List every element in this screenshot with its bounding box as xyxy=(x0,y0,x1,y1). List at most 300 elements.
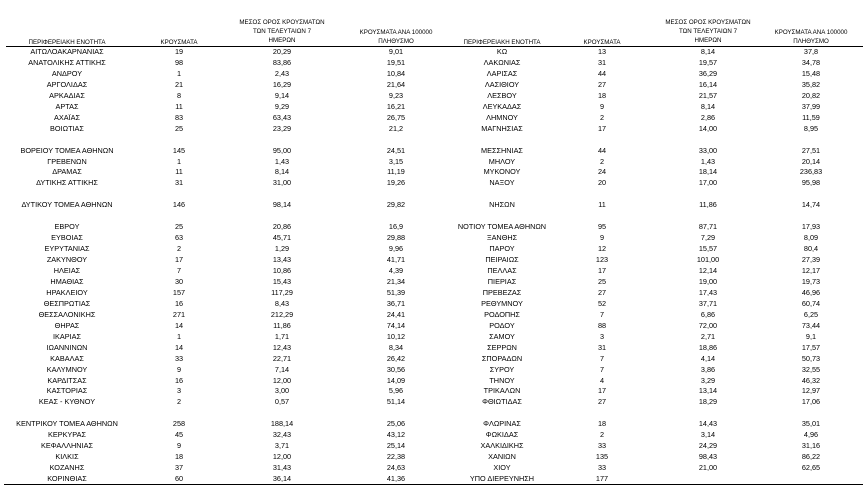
cell-cases: 177 xyxy=(595,474,609,484)
cell-per100k: 21,2 xyxy=(388,123,404,133)
cell-per100k: 30,56 xyxy=(386,364,406,374)
cell-avg: 18,86 xyxy=(698,342,718,352)
cell-cases: 13 xyxy=(597,47,607,56)
cell-per100k: 41,71 xyxy=(386,255,406,265)
cell-per100k: 35,01 xyxy=(801,419,821,429)
cell-avg: 13,43 xyxy=(272,255,292,265)
cell-avg: 18,29 xyxy=(698,397,718,407)
cell-region: ΠΕΛΛΑΣ xyxy=(487,266,517,275)
cell-avg: 87,71 xyxy=(698,222,718,232)
cell-avg: 8,14 xyxy=(274,167,290,177)
cell-avg: 1,29 xyxy=(274,244,290,254)
cell-region: ΚΟΡΙΝΘΙΑΣ xyxy=(47,474,87,484)
cell-avg: 31,00 xyxy=(272,178,292,188)
cell-avg: 4,14 xyxy=(700,353,716,363)
cell-region: ΘΗΡΑΣ xyxy=(54,320,80,330)
cell-cases: 1 xyxy=(176,156,182,166)
cell-avg: 31,43 xyxy=(272,463,292,473)
cell-cases: 95 xyxy=(597,222,607,232)
cell-cases: 4 xyxy=(599,375,605,385)
cell-per100k: 29,88 xyxy=(386,233,406,243)
cell-per100k: 5,96 xyxy=(388,386,404,396)
cell-avg: 8,14 xyxy=(700,101,716,111)
cell-region: ΗΛΕΙΑΣ xyxy=(53,266,81,275)
cell-per100k: 74,14 xyxy=(386,320,406,330)
cell-cases: 31 xyxy=(597,342,607,352)
cell-per100k: 9,96 xyxy=(388,244,404,254)
cell-region: ΚΟΖΑΝΗΣ xyxy=(49,463,85,473)
cell-avg: 98,14 xyxy=(272,200,292,210)
cell-per100k: 25,14 xyxy=(386,441,406,451)
cell-region: ΑΡΤΑΣ xyxy=(55,101,79,111)
cell-per100k: 21,34 xyxy=(386,276,406,286)
cell-avg: 3,00 xyxy=(274,386,290,396)
cell-avg: 45,71 xyxy=(272,233,292,243)
bottom-rule xyxy=(4,484,863,485)
cell-per100k: 10,84 xyxy=(386,68,406,78)
cell-region: ΚΙΛΚΙΣ xyxy=(55,452,79,462)
cell-cases: 18 xyxy=(597,90,607,100)
cell-cases: 45 xyxy=(174,430,184,440)
cell-avg: 212,29 xyxy=(270,309,294,319)
cell-avg: 95,00 xyxy=(272,145,292,155)
cell-cases: 2 xyxy=(599,430,605,440)
cell-cases: 2 xyxy=(599,112,605,122)
cell-region: ΝΗΣΩΝ xyxy=(489,200,515,210)
cell-avg: 63,43 xyxy=(272,112,292,122)
cell-avg: 117,29 xyxy=(271,287,293,297)
cell-region: ΧΑΛΚΙΔΙΚΗΣ xyxy=(480,441,524,451)
cell-avg: 3,71 xyxy=(274,441,290,451)
cell-cases: 123 xyxy=(595,255,609,265)
cell-region: ΜΗΛΟΥ xyxy=(488,156,516,166)
cell-cases: 33 xyxy=(174,353,184,363)
cell-avg: 12,14 xyxy=(698,266,718,275)
header-avg-line3: ΗΜΕΡΩΝ xyxy=(694,37,722,44)
cell-cases: 145 xyxy=(172,145,186,155)
cell-avg: 15,43 xyxy=(272,276,292,286)
cell-region: ΚΕΡΚΥΡΑΣ xyxy=(47,430,87,440)
cell-avg: 20,29 xyxy=(272,47,292,56)
cell-per100k: 50,73 xyxy=(801,353,821,363)
cell-per100k: 21,64 xyxy=(386,79,406,89)
cell-region: ΑΧΑΪΑΣ xyxy=(53,112,80,122)
cell-avg: 11,86 xyxy=(273,320,291,330)
cell-avg: 2,43 xyxy=(274,68,290,78)
cell-region: ΛΗΜΝΟΥ xyxy=(486,112,518,122)
cell-avg: 1,43 xyxy=(700,156,716,166)
cell-cases: 31 xyxy=(597,57,607,67)
cell-region: ΑΝΑΤΟΛΙΚΗΣ ΑΤΤΙΚΗΣ xyxy=(28,57,106,67)
cell-per100k: 17,93 xyxy=(801,222,821,232)
cell-cases: 7 xyxy=(599,364,605,374)
cell-cases: 9 xyxy=(599,101,605,111)
cell-region: ΗΡΑΚΛΕΙΟΥ xyxy=(46,287,88,297)
cell-region: ΖΑΚΥΝΘΟΥ xyxy=(46,255,88,265)
cell-per100k: 46,32 xyxy=(801,375,821,385)
cell-region: ΝΑΞΟΥ xyxy=(489,178,515,188)
cell-cases: 33 xyxy=(597,463,607,473)
cell-region: ΗΜΑΘΙΑΣ xyxy=(50,276,84,286)
cell-cases: 157 xyxy=(172,287,186,297)
cell-region: ΚΑΣΤΟΡΙΑΣ xyxy=(46,386,88,396)
header-cases: ΚΡΟΥΣΜΑΤΑ xyxy=(583,39,621,46)
cell-region: ΛΑΚΩΝΙΑΣ xyxy=(483,57,521,67)
cell-avg: 19,00 xyxy=(698,276,718,286)
cell-region: ΚΑΒΑΛΑΣ xyxy=(50,353,84,363)
cell-region: ΓΡΕΒΕΝΩΝ xyxy=(47,156,87,166)
cell-per100k: 24,41 xyxy=(386,309,406,319)
cell-avg: 72,00 xyxy=(698,320,718,330)
cell-region: ΡΕΘΥΜΝΟΥ xyxy=(481,298,523,308)
cell-avg: 17,43 xyxy=(698,287,718,297)
cell-region: ΑΡΚΑΔΙΑΣ xyxy=(49,90,85,100)
cell-cases: 2 xyxy=(176,244,182,254)
cell-region: ΙΚΑΡΙΑΣ xyxy=(52,331,82,341)
cell-region: ΧΑΝΙΩΝ xyxy=(488,452,516,462)
cell-region: ΦΛΩΡΙΝΑΣ xyxy=(483,419,521,429)
cell-cases: 9 xyxy=(176,441,182,451)
cell-avg: 13,14 xyxy=(698,386,718,396)
cell-avg: 12,43 xyxy=(272,342,292,352)
cell-per100k: 41,36 xyxy=(386,474,406,484)
cell-cases: 2 xyxy=(599,156,605,166)
cell-avg: 12,00 xyxy=(272,452,292,462)
cell-per100k: 9,23 xyxy=(388,90,404,100)
cell-region: ΑΝΔΡΟΥ xyxy=(51,68,83,78)
cell-region: ΕΥΒΟΙΑΣ xyxy=(51,233,83,243)
cell-avg: 9,29 xyxy=(274,101,290,111)
cell-per100k: 4,39 xyxy=(388,266,404,275)
cell-cases: 27 xyxy=(597,397,607,407)
cell-region: ΦΘΙΩΤΙΔΑΣ xyxy=(482,397,522,407)
header-avg-line2: ΤΩΝ ΤΕΛΕΥΤΑΙΩΝ 7 xyxy=(252,28,312,35)
cell-avg: 36,14 xyxy=(272,474,292,484)
cell-avg: 1,71 xyxy=(274,331,290,341)
cell-cases: 25 xyxy=(597,276,607,286)
cell-per100k: 25,06 xyxy=(386,419,406,429)
header-avg-line3: ΗΜΕΡΩΝ xyxy=(268,37,296,44)
cell-avg: 12,00 xyxy=(272,375,292,385)
cell-per100k: 236,83 xyxy=(799,167,823,177)
cell-cases: 9 xyxy=(176,364,182,374)
cell-avg: 98,43 xyxy=(698,452,718,462)
cell-region: ΝΟΤΙΟΥ ΤΟΜΕΑ ΑΘΗΝΩΝ xyxy=(457,222,547,232)
cell-cases: 37 xyxy=(174,463,184,473)
cell-avg: 7,14 xyxy=(274,364,290,374)
header-region: ΠΕΡΙΦΕΡΕΙΑΚΗ ΕΝΟΤΗΤΑ xyxy=(28,39,106,46)
cell-cases: 19 xyxy=(174,47,184,56)
cell-per100k: 95,98 xyxy=(801,178,821,188)
cell-cases: 17 xyxy=(174,255,184,265)
cell-cases: 2 xyxy=(176,397,182,407)
cell-cases: 20 xyxy=(597,178,607,188)
cell-cases: 31 xyxy=(174,178,184,188)
cell-avg: 14,43 xyxy=(698,419,718,429)
cell-cases: 18 xyxy=(597,419,607,429)
cell-per100k: 20,82 xyxy=(801,90,821,100)
cell-cases: 271 xyxy=(172,309,186,319)
cell-cases: 7 xyxy=(599,309,605,319)
cell-cases: 30 xyxy=(174,276,184,286)
cell-avg: 2,86 xyxy=(700,112,716,122)
cell-per100k: 11,59 xyxy=(802,112,820,122)
cell-per100k: 8,09 xyxy=(803,233,819,243)
cell-cases: 135 xyxy=(595,452,609,462)
cell-per100k: 35,82 xyxy=(801,79,821,89)
header-per100k-line2: ΠΛΗΘΥΣΜΟ xyxy=(793,38,829,45)
cell-per100k: 86,22 xyxy=(801,452,821,462)
cell-per100k: 29,82 xyxy=(386,200,406,210)
cell-avg: 37,71 xyxy=(698,298,718,308)
cell-cases: 17 xyxy=(597,386,607,396)
cell-cases: 7 xyxy=(176,266,182,275)
cell-avg: 16,29 xyxy=(272,79,292,89)
cell-per100k: 51,39 xyxy=(386,287,406,297)
cell-cases: 88 xyxy=(597,320,607,330)
cell-region: ΛΑΡΙΣΑΣ xyxy=(486,68,518,78)
cell-avg: 3,86 xyxy=(700,364,716,374)
cell-region: ΕΥΡΥΤΑΝΙΑΣ xyxy=(44,244,90,254)
cell-region: ΕΒΡΟΥ xyxy=(54,222,80,232)
cell-cases: 258 xyxy=(172,419,186,429)
cell-avg: 17,00 xyxy=(698,178,718,188)
cell-region: ΜΕΣΣΗΝΙΑΣ xyxy=(481,145,523,155)
cell-per100k: 22,38 xyxy=(386,452,406,462)
cell-cases: 11 xyxy=(175,101,183,111)
cell-region: ΚΑΡΔΙΤΣΑΣ xyxy=(47,375,87,385)
cell-per100k: 34,78 xyxy=(801,57,821,67)
cell-per100k: 26,75 xyxy=(386,112,406,122)
cell-per100k: 16,21 xyxy=(386,101,406,111)
cell-avg: 0,57 xyxy=(274,397,290,407)
cell-region: ΠΙΕΡΙΑΣ xyxy=(487,276,517,286)
cell-region: ΘΕΣΠΡΩΤΙΑΣ xyxy=(43,298,91,308)
cell-cases: 146 xyxy=(172,200,186,210)
cell-region: ΤΡΙΚΑΛΩΝ xyxy=(483,386,521,396)
cell-avg: 7,29 xyxy=(700,233,716,243)
cell-avg: 3,14 xyxy=(700,430,716,440)
cell-per100k: 31,16 xyxy=(801,441,821,451)
cell-per100k: 17,06 xyxy=(801,397,821,407)
cell-region: ΚΕΝΤΡΙΚΟΥ ΤΟΜΕΑ ΑΘΗΝΩΝ xyxy=(16,419,118,429)
cell-cases: 14 xyxy=(174,320,184,330)
cell-region: ΚΕΑΣ - ΚΥΘΝΟΥ xyxy=(38,397,96,407)
header-region: ΠΕΡΙΦΕΡΕΙΑΚΗ ΕΝΟΤΗΤΑ xyxy=(463,39,541,46)
cell-avg: 10,86 xyxy=(272,266,292,275)
cell-cases: 16 xyxy=(174,298,184,308)
cell-avg: 83,86 xyxy=(272,57,292,67)
cell-per100k: 37,99 xyxy=(801,101,821,111)
cell-cases: 7 xyxy=(599,353,605,363)
cell-cases: 17 xyxy=(597,266,607,275)
cell-region: ΔΥΤΙΚΗΣ ΑΤΤΙΚΗΣ xyxy=(36,178,98,188)
header-avg-line1: ΜΕΣΟΣ ΟΡΟΣ ΚΡΟΥΣΜΑΤΩΝ xyxy=(239,19,325,26)
cell-per100k: 9,1 xyxy=(805,331,817,341)
cell-cases: 52 xyxy=(597,298,607,308)
cell-region: ΜΑΓΝΗΣΙΑΣ xyxy=(481,123,523,133)
cell-region: ΣΥΡΟΥ xyxy=(489,364,515,374)
cell-region: ΒΟΡΕΙΟΥ ΤΟΜΕΑ ΑΘΗΝΩΝ xyxy=(20,145,114,155)
cell-per100k: 19,51 xyxy=(386,57,406,67)
cell-cases: 11 xyxy=(175,167,183,177)
cell-region: ΒΟΙΩΤΙΑΣ xyxy=(50,123,84,133)
cell-region: ΤΗΝΟΥ xyxy=(489,375,515,385)
cell-cases: 27 xyxy=(597,79,607,89)
cell-per100k: 16,9 xyxy=(388,222,404,232)
cell-cases: 44 xyxy=(597,145,607,155)
cell-cases: 3 xyxy=(599,331,605,341)
cell-per100k: 12,97 xyxy=(801,386,821,396)
cell-region: ΡΟΔΟΠΗΣ xyxy=(484,309,520,319)
cell-region: ΚΑΛΥΜΝΟΥ xyxy=(46,364,88,374)
cell-cases: 9 xyxy=(599,233,605,243)
cell-cases: 1 xyxy=(176,68,182,78)
cell-region: ΛΕΥΚΑΔΑΣ xyxy=(482,101,522,111)
cell-per100k: 6,25 xyxy=(803,309,819,319)
cell-per100k: 36,71 xyxy=(386,298,406,308)
cell-avg: 6,86 xyxy=(700,309,716,319)
cell-avg: 21,00 xyxy=(698,463,718,473)
cell-cases: 21 xyxy=(174,79,184,89)
cell-avg: 33,00 xyxy=(698,145,718,155)
cell-avg: 14,00 xyxy=(698,123,718,133)
cell-cases: 25 xyxy=(174,222,184,232)
cell-avg: 8,14 xyxy=(700,47,716,56)
cell-region: ΣΠΟΡΑΔΩΝ xyxy=(481,353,523,363)
cell-per100k: 73,44 xyxy=(801,320,821,330)
cell-avg: 20,86 xyxy=(272,222,292,232)
cell-cases: 8 xyxy=(176,90,182,100)
cell-per100k: 14,74 xyxy=(801,200,821,210)
cell-per100k: 15,48 xyxy=(801,68,821,78)
cell-cases: 12 xyxy=(597,244,607,254)
header-avg-line1: ΜΕΣΟΣ ΟΡΟΣ ΚΡΟΥΣΜΑΤΩΝ xyxy=(665,19,751,26)
cell-avg: 101,00 xyxy=(696,255,720,265)
header-per100k-line1: ΚΡΟΥΣΜΑΤΑ ΑΝΑ 100000 xyxy=(359,29,433,36)
cell-per100k: 8,34 xyxy=(388,342,404,352)
cell-region: ΑΙΤΩΛΟΑΚΑΡΝΑΝΙΑΣ xyxy=(30,47,104,56)
cell-per100k: 20,14 xyxy=(801,156,821,166)
cell-region: ΞΑΝΘΗΣ xyxy=(486,233,518,243)
cell-cases: 18 xyxy=(174,452,184,462)
cell-avg: 8,43 xyxy=(274,298,290,308)
cell-per100k: 37,8 xyxy=(803,47,819,56)
cell-region: ΠΡΕΒΕΖΑΣ xyxy=(482,287,522,297)
cell-cases: 17 xyxy=(597,123,607,133)
cell-per100k: 14,09 xyxy=(386,375,406,385)
cell-region: ΔΡΑΜΑΣ xyxy=(52,167,82,177)
cell-avg: 3,29 xyxy=(700,375,716,385)
header-avg-line2: ΤΩΝ ΤΕΛΕΥΤΑΙΩΝ 7 xyxy=(678,28,738,35)
cell-region: ΥΠΟ ΔΙΕΡΕΥΝΗΣΗ xyxy=(469,474,535,484)
cell-per100k: 19,73 xyxy=(801,276,821,286)
cell-cases: 11 xyxy=(598,200,606,210)
cell-per100k: 43,12 xyxy=(386,430,406,440)
cell-avg: 22,71 xyxy=(272,353,292,363)
cell-region: ΡΟΔΟΥ xyxy=(489,320,515,330)
cell-avg: 188,14 xyxy=(270,419,294,429)
cell-per100k: 27,39 xyxy=(801,255,821,265)
cell-region: ΘΕΣΣΑΛΟΝΙΚΗΣ xyxy=(38,309,96,319)
header-per100k-line2: ΠΛΗΘΥΣΜΟ xyxy=(378,38,414,45)
cell-region: ΧΙΟΥ xyxy=(493,463,511,473)
cell-region: ΚΕΦΑΛΛΗΝΙΑΣ xyxy=(41,441,93,451)
cell-per100k: 17,57 xyxy=(801,342,821,352)
cell-region: ΑΡΓΟΛΙΔΑΣ xyxy=(46,79,88,89)
cell-region: ΠΑΡΟΥ xyxy=(489,244,515,254)
cell-per100k: 10,12 xyxy=(386,331,406,341)
cell-per100k: 51,14 xyxy=(386,397,406,407)
cell-per100k: 26,42 xyxy=(386,353,406,363)
cell-avg: 2,71 xyxy=(700,331,716,341)
header-cases: ΚΡΟΥΣΜΑΤΑ xyxy=(160,39,198,46)
cell-avg: 15,57 xyxy=(698,244,718,254)
cell-per100k: 24,51 xyxy=(386,145,406,155)
cell-per100k: 11,19 xyxy=(387,167,405,177)
cell-region: ΜΥΚΟΝΟΥ xyxy=(483,167,521,177)
cell-region: ΦΩΚΙΔΑΣ xyxy=(485,430,519,440)
cell-region: ΣΑΜΟΥ xyxy=(489,331,515,341)
cell-per100k: 32,55 xyxy=(801,364,821,374)
cell-avg: 32,43 xyxy=(272,430,292,440)
cell-cases: 44 xyxy=(597,68,607,78)
cell-cases: 16 xyxy=(174,375,184,385)
cell-avg: 18,14 xyxy=(698,167,718,177)
cell-avg: 24,29 xyxy=(698,441,718,451)
header-per100k-line1: ΚΡΟΥΣΜΑΤΑ ΑΝΑ 100000 xyxy=(774,29,848,36)
cell-cases: 25 xyxy=(174,123,184,133)
cell-per100k: 19,26 xyxy=(386,178,406,188)
cell-per100k: 80,4 xyxy=(803,244,819,254)
cell-avg: 1,43 xyxy=(274,156,290,166)
cell-avg: 23,29 xyxy=(272,123,292,133)
cell-cases: 83 xyxy=(174,112,184,122)
cell-region: ΙΩΑΝΝΙΝΩΝ xyxy=(46,342,88,352)
cell-per100k: 3,15 xyxy=(388,156,404,166)
cell-cases: 63 xyxy=(174,233,184,243)
cell-per100k: 9,01 xyxy=(388,47,404,56)
cell-cases: 27 xyxy=(597,287,607,297)
cell-per100k: 62,65 xyxy=(801,463,821,473)
cell-per100k: 60,74 xyxy=(801,298,821,308)
cell-cases: 60 xyxy=(174,474,184,484)
cell-cases: 24 xyxy=(597,167,607,177)
cell-avg: 16,14 xyxy=(698,79,718,89)
cell-region: ΔΥΤΙΚΟΥ ΤΟΜΕΑ ΑΘΗΝΩΝ xyxy=(21,200,113,210)
cell-region: ΛΕΣΒΟΥ xyxy=(487,90,517,100)
cell-avg: 11,86 xyxy=(699,200,717,210)
cell-region: ΚΩ xyxy=(496,47,508,56)
cell-cases: 1 xyxy=(176,331,182,341)
cell-avg: 9,14 xyxy=(274,90,290,100)
cell-per100k: 8,95 xyxy=(803,123,819,133)
cell-avg: 36,29 xyxy=(698,68,718,78)
cell-per100k: 12,17 xyxy=(801,266,821,275)
cell-cases: 3 xyxy=(176,386,182,396)
cell-per100k: 4,96 xyxy=(803,430,819,440)
cell-avg: 19,57 xyxy=(698,57,718,67)
cell-region: ΠΕΙΡΑΙΩΣ xyxy=(485,255,519,265)
cell-cases: 14 xyxy=(174,342,184,352)
cell-cases: 98 xyxy=(174,57,184,67)
cell-cases: 33 xyxy=(597,441,607,451)
cell-per100k: 24,63 xyxy=(386,463,406,473)
cell-per100k: 27,51 xyxy=(801,145,821,155)
cell-region: ΣΕΡΡΩΝ xyxy=(487,342,517,352)
cell-per100k: 46,96 xyxy=(801,287,821,297)
cell-region: ΛΑΣΙΘΙΟΥ xyxy=(484,79,520,89)
